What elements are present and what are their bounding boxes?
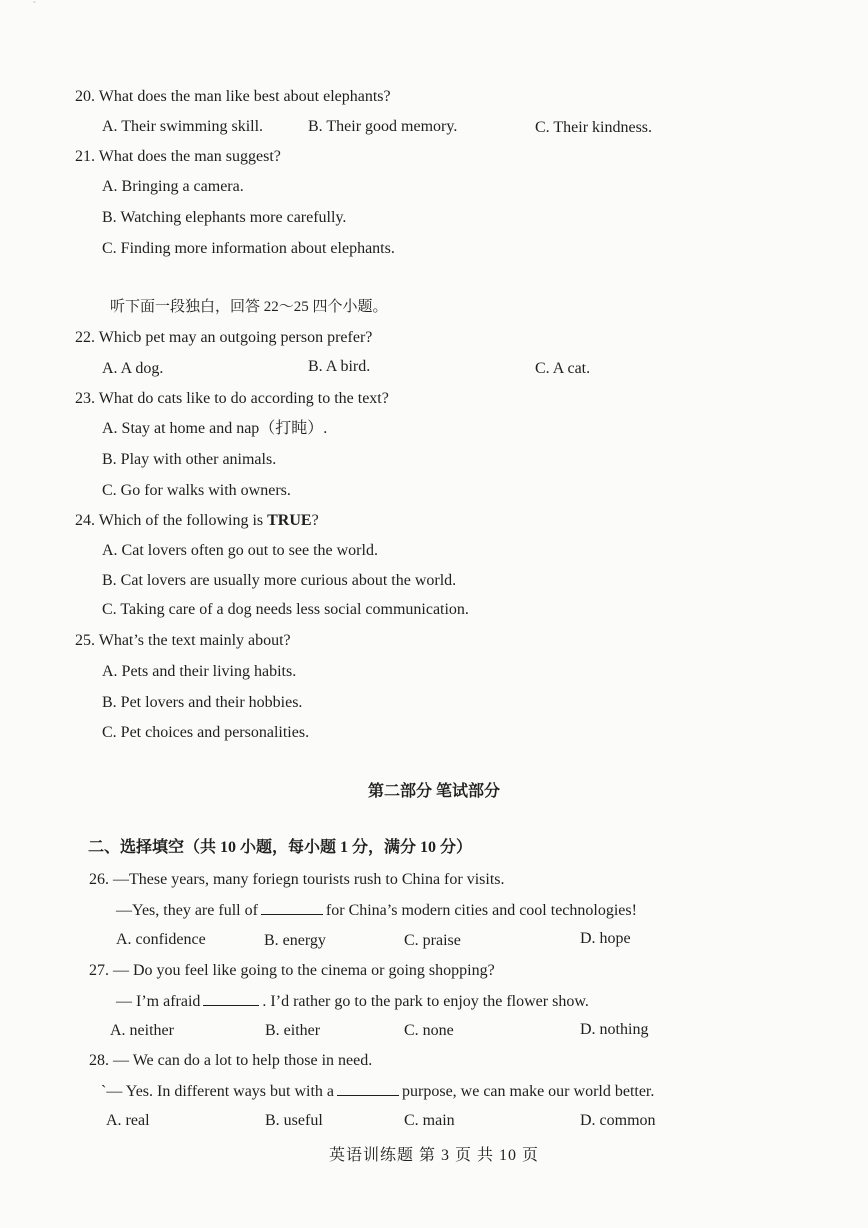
question-26-line-2-start: —Yes, they are full of: [116, 902, 258, 919]
listening-instruction: 听下面一段独白，回答 22～25 四个小题。: [110, 299, 388, 315]
question-26-line-2-end: for China’s modern cities and cool technologies!: [325, 902, 637, 919]
question-24-stem-text: 24. Which of the following is: [75, 512, 268, 529]
question-27-option-b: B. either: [265, 1022, 321, 1039]
question-26-blank: [261, 900, 323, 915]
question-25-option-b: B. Pet lovers and their hobbies.: [102, 694, 303, 711]
question-21-option-c: C. Finding more information about elephants.: [102, 240, 395, 257]
question-21-option-b: B. Watching elephants more carefully.: [102, 209, 347, 226]
question-22-option-b: B. A bird.: [308, 358, 371, 375]
question-26-option-c: C. praise: [404, 932, 461, 949]
question-28-line-1: 28. — We can do a lot to help those in need.: [89, 1052, 373, 1069]
question-28-line-2-end: purpose, we can make our world better.: [402, 1083, 655, 1100]
part-two-title: 第二部分 笔试部分: [367, 783, 500, 800]
question-21-stem: 21. What does the man suggest?: [75, 148, 281, 165]
page-footer: 英语训练题 第 3 页 共 10 页: [328, 1147, 539, 1164]
question-28-line-2-start: `— Yes. In different ways but with a: [101, 1083, 335, 1100]
question-23-option-c: C. Go for walks with owners.: [102, 482, 291, 499]
question-27-line-2-end: . I’d rather go to the park to enjoy the flower show.: [262, 993, 589, 1010]
question-24-option-c: C. Taking care of a dog needs less social communication.: [102, 601, 469, 618]
question-20-stem: 20. What does the man like best about elephants?: [75, 88, 391, 105]
question-22-option-a: A. A dog.: [102, 360, 164, 377]
question-23-option-a: A. Stay at home and nap（打盹）.: [102, 420, 328, 437]
question-25-option-a: A. Pets and their living habits.: [102, 663, 297, 680]
question-27-line-2-start: — I’m afraid: [116, 993, 201, 1010]
question-27-line-1: 27. — Do you feel like going to the cinema or going shopping?: [89, 962, 495, 979]
question-27-blank: [203, 991, 259, 1006]
question-22-stem: 22. Whicb pet may an outgoing person prefer?: [75, 329, 373, 346]
question-20-option-c: C. Their kindness.: [535, 119, 653, 136]
question-27-option-d: D. nothing: [580, 1021, 649, 1038]
question-23-stem: 23. What do cats like to do according to the text?: [75, 390, 389, 407]
question-24-stem: [75, 511, 319, 531]
question-22-option-c: C. A cat.: [535, 360, 591, 377]
question-28-blank: [337, 1081, 399, 1096]
question-28-option-c: C. main: [404, 1112, 455, 1129]
question-27-line-2: [116, 991, 589, 1012]
question-26-line-1: 26. —These years, many foriegn tourists rush to China for visits.: [89, 871, 505, 888]
question-23-option-b: B. Play with other animals.: [102, 451, 277, 468]
question-26-line-2: [116, 900, 637, 921]
question-21-option-a: A. Bringing a camera.: [102, 178, 244, 195]
question-24-option-b: B. Cat lovers are usually more curious about the world.: [102, 572, 457, 589]
section-two-heading: 二、选择填空（共 10 小题，每小题 1 分，满分 10 分）: [88, 839, 473, 856]
scan-mark: ˜: [33, 0, 36, 9]
question-28-option-b: B. useful: [265, 1112, 323, 1129]
question-28-option-a: A. real: [106, 1112, 150, 1129]
question-25-option-c: C. Pet choices and personalities.: [102, 724, 310, 741]
question-25-stem: 25. What’s the text mainly about?: [75, 632, 291, 649]
question-27-option-c: C. none: [404, 1022, 454, 1039]
question-24-stem-end: ?: [311, 512, 319, 529]
question-27-option-a: A. neither: [110, 1022, 174, 1039]
question-28-line-2: [101, 1081, 654, 1102]
question-24-stem-emphasis: TRUE: [267, 512, 312, 529]
question-24-option-a: A. Cat lovers often go out to see the world.: [102, 542, 378, 559]
question-26-option-b: B. energy: [264, 932, 326, 949]
question-20-option-a: A. Their swimming skill.: [102, 118, 264, 135]
question-26-option-a: A. confidence: [116, 931, 206, 948]
question-20-option-b: B. Their good memory.: [308, 118, 458, 135]
question-26-option-d: D. hope: [580, 930, 631, 947]
question-28-option-d: D. common: [580, 1112, 656, 1129]
